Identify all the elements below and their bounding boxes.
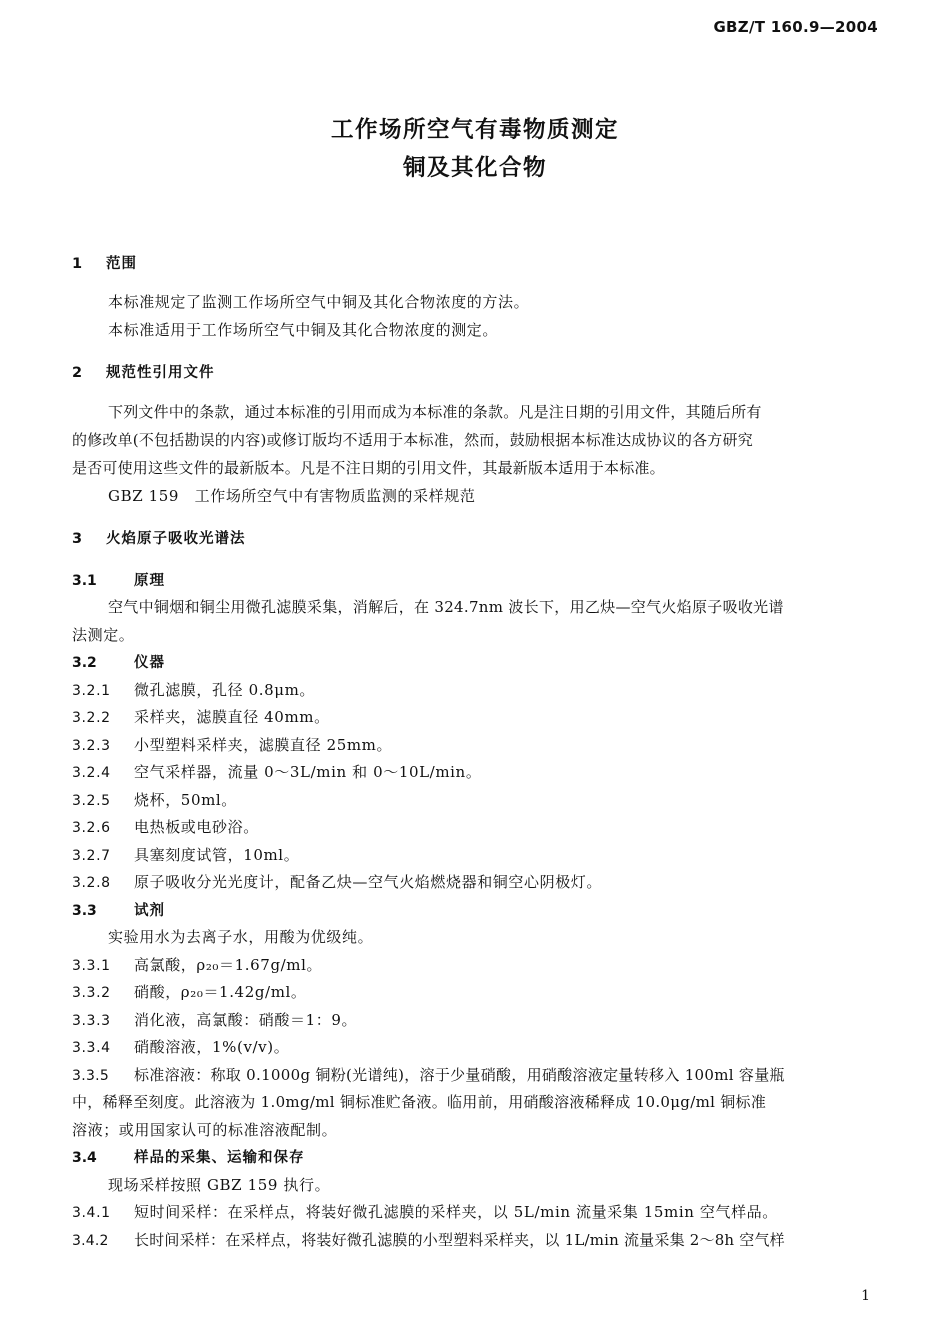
item-text: 长时间采样：在采样点，将装好微孔滤膜的小型塑料采样夹，以 1L/min 流量采集 2～8h 空气样 xyxy=(134,1231,785,1249)
normative-reference: GBZ 159 工作场所空气中有害物质监测的采样规范 xyxy=(108,487,476,505)
paragraph-line: 法测定。 xyxy=(72,626,135,644)
item-text: 原子吸收分光光度计，配备乙炔—空气火焰燃烧器和铜空心阴极灯。 xyxy=(134,873,603,891)
subsection-title: 试剂 xyxy=(134,903,165,919)
standard-code: GBZ/T 160.9—2004 xyxy=(713,18,878,36)
item-text: 微孔滤膜，孔径 0.8μm。 xyxy=(134,681,315,699)
subsection-number: 3.4 xyxy=(72,1150,97,1166)
subsection-3-3-heading xyxy=(72,900,878,921)
section-number: 3 xyxy=(72,531,83,547)
item-number: 3.2.1 xyxy=(72,683,111,699)
subsection-3-4-heading xyxy=(72,1147,878,1168)
item-number: 3.4.1 xyxy=(72,1205,111,1221)
item-number: 3.3.2 xyxy=(72,985,111,1001)
item-text: 硝酸溶液，1%(v/v)。 xyxy=(134,1038,290,1056)
item-number: 3.2.6 xyxy=(72,820,111,836)
subsection-title: 原理 xyxy=(134,573,165,589)
document-title: 工作场所空气有毒物质测定 xyxy=(330,117,619,143)
list-item xyxy=(72,1202,878,1223)
list-item xyxy=(72,872,878,893)
list-item xyxy=(72,845,878,866)
item-text: 短时间采样：在采样点，将装好微孔滤膜的采样夹，以 5L/min 流量采集 15min 空气样品。 xyxy=(134,1203,778,1221)
item-number: 3.2.2 xyxy=(72,710,111,726)
list-item xyxy=(72,1065,878,1086)
item-number: 3.2.7 xyxy=(72,848,111,864)
item-text: 消化液，高氯酸：硝酸＝1：9。 xyxy=(134,1011,358,1029)
list-item xyxy=(72,680,878,701)
item-number: 3.2.3 xyxy=(72,738,111,754)
list-item xyxy=(72,955,878,976)
subsection-number: 3.2 xyxy=(72,655,97,671)
item-text: 小型塑料采样夹，滤膜直径 25mm。 xyxy=(134,736,393,754)
section-title: 范围 xyxy=(106,256,137,272)
item-number: 3.2.5 xyxy=(72,793,111,809)
item-number: 3.3.5 xyxy=(72,1068,110,1084)
list-item xyxy=(72,707,878,728)
list-item xyxy=(72,735,878,756)
page-number: 1 xyxy=(861,1288,870,1304)
list-item xyxy=(72,762,878,783)
item-text: 电热板或电砂浴。 xyxy=(134,818,259,836)
paragraph: 实验用水为去离子水，用酸为优级纯。 xyxy=(108,928,374,946)
section-title: 火焰原子吸收光谱法 xyxy=(106,531,246,547)
paragraph-line: 的修改单(不包括勘误的内容)或修订版均不适用于本标准，然而，鼓励根据本标准达成协议的各方研究 xyxy=(72,431,753,449)
paragraph-line: 下列文件中的条款，通过本标准的引用而成为本标准的条款。凡是注日期的引用文件，其随后所有 xyxy=(108,403,762,421)
subsection-3-2-heading xyxy=(72,652,878,673)
document-subtitle: 铜及其化合物 xyxy=(402,155,547,181)
section-number: 2 xyxy=(72,365,83,381)
subsection-number: 3.1 xyxy=(72,573,97,589)
paragraph: 本标准适用于工作场所空气中铜及其化合物浓度的测定。 xyxy=(108,321,499,339)
list-item xyxy=(72,1010,878,1031)
paragraph-line: 溶液；或用国家认可的标准溶液配制。 xyxy=(72,1121,338,1139)
list-item xyxy=(72,817,878,838)
item-text: 标准溶液：称取 0.1000g 铜粉(光谱纯)，溶于少量硝酸，用硝酸溶液定量转移入 100ml 容量瓶 xyxy=(134,1066,785,1084)
list-item xyxy=(72,1037,878,1058)
item-text: 具塞刻度试管，10ml。 xyxy=(134,846,300,864)
item-number: 3.4.2 xyxy=(72,1233,109,1249)
item-text: 硝酸，ρ₂₀＝1.42g/ml。 xyxy=(134,983,307,1001)
subsection-title: 样品的采集、运输和保存 xyxy=(134,1150,305,1166)
paragraph-line: 空气中铜烟和铜尘用微孔滤膜采集，消解后，在 324.7nm 波长下，用乙炔—空气火焰原子吸收光谱 xyxy=(108,598,784,616)
list-item xyxy=(72,982,878,1003)
item-text: 采样夹，滤膜直径 40mm。 xyxy=(134,708,330,726)
item-number: 3.2.8 xyxy=(72,875,111,891)
item-number: 3.3.3 xyxy=(72,1013,111,1029)
item-number: 3.2.4 xyxy=(72,765,111,781)
section-3-heading xyxy=(72,529,878,549)
list-item xyxy=(72,1230,878,1251)
item-number: 3.3.4 xyxy=(72,1040,111,1056)
section-2-heading xyxy=(72,363,878,383)
section-number: 1 xyxy=(72,256,83,272)
item-number: 3.3.1 xyxy=(72,958,111,974)
paragraph: 本标准规定了监测工作场所空气中铜及其化合物浓度的方法。 xyxy=(108,293,530,311)
section-title: 规范性引用文件 xyxy=(106,365,215,381)
subsection-title: 仪器 xyxy=(134,655,165,671)
item-text: 高氯酸，ρ₂₀＝1.67g/ml。 xyxy=(134,956,323,974)
item-text: 空气采样器，流量 0～3L/min 和 0～10L/min。 xyxy=(134,763,482,781)
list-item xyxy=(72,790,878,811)
paragraph: 现场采样按照 GBZ 159 执行。 xyxy=(108,1176,331,1194)
paragraph-line: 是否可使用这些文件的最新版本。凡是不注日期的引用文件，其最新版本适用于本标准。 xyxy=(72,459,665,477)
item-text: 烧杯，50ml。 xyxy=(134,791,237,809)
paragraph-line: 中，稀释至刻度。此溶液为 1.0mg/ml 铜标准贮备液。临用前，用硝酸溶液稀释成 10.0μg/ml 铜标准 xyxy=(72,1093,767,1111)
section-1-heading xyxy=(72,254,878,274)
subsection-number: 3.3 xyxy=(72,903,97,919)
subsection-3-1-heading xyxy=(72,570,878,591)
